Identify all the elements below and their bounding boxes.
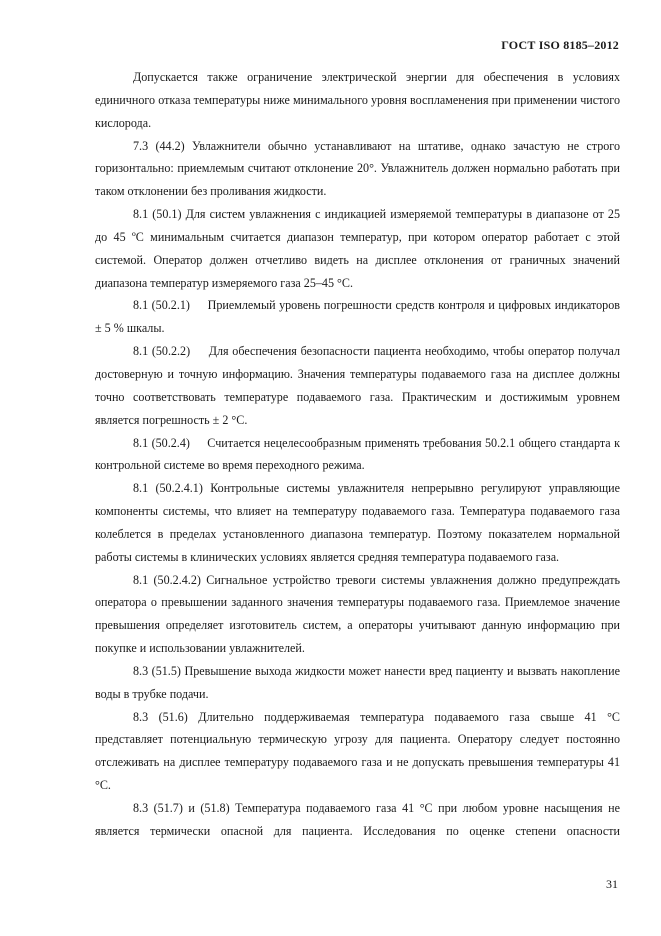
paragraph-8-3-51-6: 8.3 (51.6) Длительно поддерживаемая температура подаваемого газа свыше 41 °С представляет потенциальную термическую угрозу для пациента. Оператору следует постоянно отслеживать на дисплее температуру подаваемого газа и не допускать превышения температуры 41 °С. (95, 709, 620, 793)
paragraph-8-1-50-1: 8.1 (50.1) Для систем увлажнения с индикацией измеряемой температуры в диапазоне от 25 до 45 ºС минимальным считается диапазон температур, при котором оператор работает с этой системой. Оператор должен отчетливо видеть на дисплее отклонения от граничных значений диапазона температур измеряемого газа 25–45 °С. (95, 207, 620, 290)
paragraph-8-1-50-2-4: 8.1 (50.2.4) Считается нецелесообразным применять требования 50.2.1 общего стандарта к контрольной системе во время переходного режима. (95, 435, 624, 473)
paragraph-8-3-51-5: 8.3 (51.5) Превышение выхода жидкости может нанести вред пациенту и вызвать накопление воды в трубке подачи. (95, 663, 620, 701)
page-header-standard-title: ГОСТ ISO 8185–2012 (501, 38, 619, 52)
paragraph-energy-limitation: Допускается также ограничение электрической энергии для обеспечения в условиях единичного отказа температуры ниже минимального уровня воспламенения при применении чистого кислорода. (95, 70, 620, 130)
paragraph-7-3-44-2: 7.3 (44.2) Увлажнители обычно устанавливают на штативе, однако зачастую не строго горизонтально: приемлемым считают отклонение 20°. Увлажнитель должен нормально работать при таком отклонении без проливания жидкости. (95, 138, 620, 199)
paragraph-8-1-50-2-4-1: 8.1 (50.2.4.1) Контрольные системы увлажнителя непрерывно регулируют управляющие компоненты системы, что влияет на температуру подаваемого газа. Температура подаваемого газа колеблется в пределах установленного диапазона температур. Поэтому показателем нормальной работы системы в клинических условиях является средняя температура подаваемого газа. (95, 481, 620, 564)
body-text (95, 66, 624, 843)
paragraph-8-3-51-7-51-8: 8.3 (51.7) и (51.8) Температура подаваемого газа 41 °С при любом уровне насыщения не является термически опасной для пациента. Исследования по оценке степени опасности (95, 801, 620, 838)
paragraph-8-1-50-2-4-2: 8.1 (50.2.4.2) Сигнальное устройство тревоги системы увлажнения должно предупреждать оператора о превышении заданного значения температуры подаваемого газа. Приемлемое значение превышения определяет изготовитель систем, а операторы учитывают данную информацию при покупке и использовании увлажнителей. (95, 572, 620, 656)
paragraph-8-1-50-2-1: 8.1 (50.2.1) Приемлемый уровень погрешности средств контроля и цифровых индикаторов ± 5 % шкалы. (95, 298, 624, 336)
page-number: 31 (606, 877, 618, 891)
paragraph-8-1-50-2-2: 8.1 (50.2.2) Для обеспечения безопасности пациента необходимо, чтобы оператор получал достоверную и точную информацию. Значения температуры подаваемого газа на дисплее должны точно соответствовать температуре подаваемого газа. Практическим и достижимым уровнем является погрешность ± 2 °С. (95, 344, 624, 427)
